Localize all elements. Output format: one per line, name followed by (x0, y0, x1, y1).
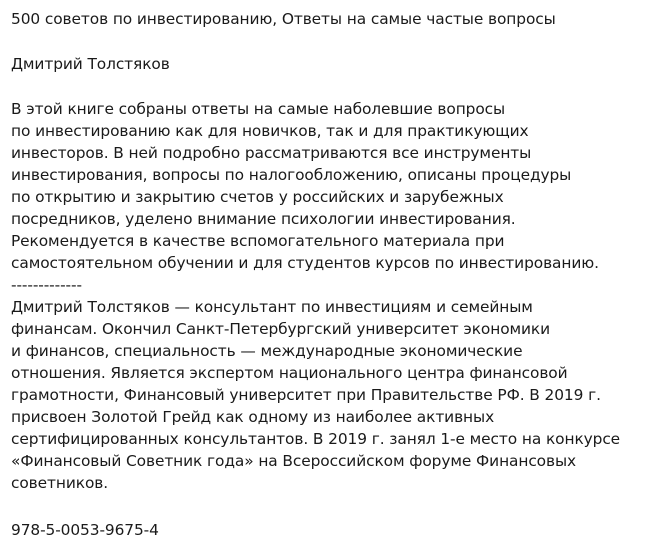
author-bio-line: присвоен Золотой Грейд как одному из наиболее активных (11, 408, 495, 426)
book-title: 500 советов по инвестированию, Ответы на самые частые вопросы (11, 10, 556, 28)
author-bio-line: и финансов, специальность — международные экономические (11, 342, 523, 360)
author-bio-line: финансам. Окончил Санкт-Петербургский университет экономики (11, 320, 551, 338)
description-line: по открытию и закрытию счетов у российских и зарубежных (11, 188, 504, 206)
author-bio-line: «Финансовый Советник года» на Всероссийском форуме Финансовых (11, 452, 577, 470)
author-bio-line: Дмитрий Толстяков — консультант по инвестициям и семейным (11, 298, 533, 316)
author-bio-line: грамотности, Финансовый университет при Правительстве РФ. В 2019 г. (11, 386, 601, 404)
description-line: инвестирования, вопросы по налогообложению, описаны процедуры (11, 166, 572, 184)
author-bio-line: отношения. Является экспертом национального центра финансовой (11, 364, 568, 382)
description-line: посредников, уделено внимание психологии инвестирования. (11, 210, 516, 228)
description-separator: ------------- (11, 276, 82, 294)
description-line: В этой книге собраны ответы на самые наболевшие вопросы (11, 100, 506, 118)
description-line: по инвестированию как для новичков, так и для практикующих (11, 122, 529, 140)
book-author: Дмитрий Толстяков (11, 55, 170, 73)
author-bio-line: советников. (11, 474, 109, 492)
description-line: самостоятельном обучении и для студентов курсов по инвестированию. (11, 254, 599, 272)
description-line: Рекомендуется в качестве вспомогательного материала при (11, 232, 505, 250)
isbn: 978-5-0053-9675-4 (11, 521, 159, 539)
description-line: инвесторов. В ней подробно рассматриваются все инструменты (11, 144, 532, 162)
author-bio-line: сертифицированных консультантов. В 2019 г. занял 1-е место на конкурсе (11, 430, 621, 448)
